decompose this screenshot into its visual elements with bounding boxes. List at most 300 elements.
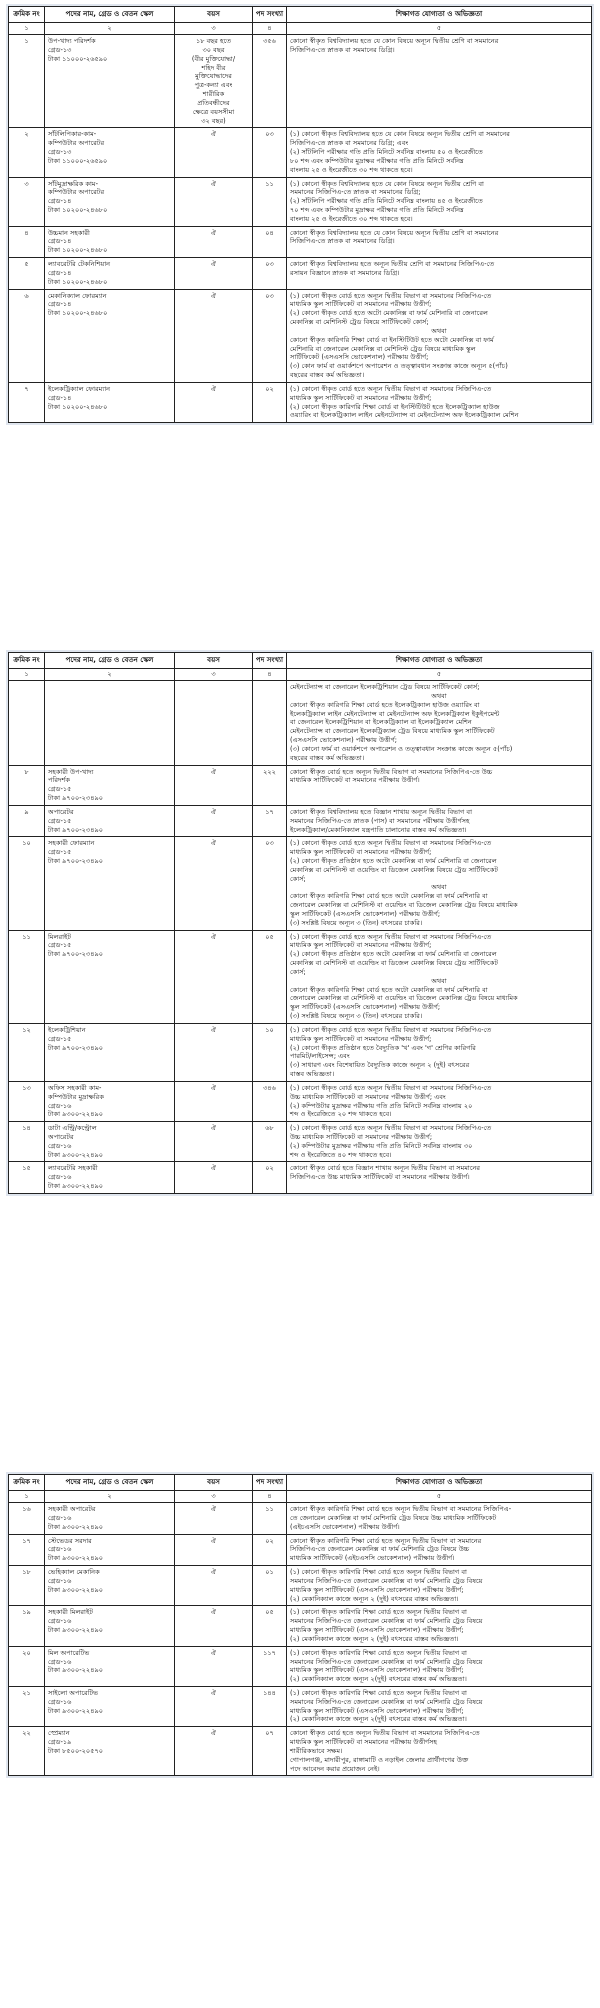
- post-cell: [45, 837, 175, 930]
- qualification-cell: [287, 765, 592, 805]
- qualification-line: মাধ্যমিক স্কুল সার্টিফিকেট বা সমমানের পরীক্ষায় উত্তীর্ণ;: [290, 941, 432, 950]
- post-line: টাকা ৯৩০০-২২৪৯০: [48, 1150, 104, 1159]
- qualification-line: মেকানিক্স বা মেশিনিস্ট বা ওয়েল্ডিং বা ডিজেল মেকানিক্স বিষয়ে ট্রেড সার্টিফিকেট: [290, 865, 498, 874]
- post-cell: [45, 1606, 175, 1646]
- age-line: ঐ: [210, 1648, 217, 1657]
- header-serial: ক্রমিক নং: [9, 1475, 45, 1491]
- qualification-cell: [287, 1727, 592, 1776]
- qualification-line: পদে আবেদন করার প্রয়োজন নেই।: [290, 1764, 380, 1773]
- count-cell: [253, 681, 287, 765]
- qualification-line: (২) কম্পিউটার মুদ্রাক্ষর পরীক্ষায় গতি প্রতি মিনিটে সর্বনিম্ন বাংলায় ২০: [290, 1101, 473, 1110]
- post-line: টাকা ৯৭০০-২৩৪৯০: [48, 1043, 104, 1052]
- qualification-line: মেশিনারি বা জেনারেল মেকানিক্স বা মেশিনিস্ট ট্রেড বিষয়ে মাধ্যমিক স্কুল: [290, 344, 476, 353]
- age-line: ঐ: [210, 1536, 217, 1545]
- age-line: ৩০ বছর: [202, 45, 225, 54]
- post-line: সাইলো অপারেটিভ: [48, 1688, 99, 1697]
- table-row: [9, 1162, 592, 1193]
- count-cell: ০২: [253, 1162, 287, 1193]
- post-line: সহকারী মিলরাইট: [48, 1608, 93, 1617]
- table-header-2: [9, 653, 592, 681]
- qualification-line: কোনো স্বীকৃত কারিগরি শিক্ষা বোর্ড হতে অন্যূন দ্বিতীয় বিভাগ বা সমমানের সিজিপিএ-: [290, 1505, 512, 1514]
- count-cell: ০৫: [253, 1606, 287, 1646]
- count-cell: ০৩: [253, 258, 287, 289]
- age-line: ঐ: [210, 839, 217, 848]
- post-line: টাকা ৯৩০০-২২৪৯০: [48, 1626, 104, 1635]
- column-index: ২: [45, 669, 175, 681]
- qualification-cell: [287, 226, 592, 257]
- qualification-line: (২) কোনো স্বীকৃত বোর্ড হতে অটো মেকানিক্স বা ফার্ম মেশিনারি বা জেনারেল: [290, 309, 488, 318]
- qualification-line: শব্দ ও ইংরেজিতে ২০ শব্দ থাকতে হবে।: [290, 1110, 392, 1119]
- count-cell: ২২২: [253, 765, 287, 805]
- header-qualification: শিক্ষাগত যোগ্যতা ও অভিজ্ঞতা: [287, 1475, 592, 1491]
- header-post: পদের নাম, গ্রেড ও বেতন স্কেল: [45, 7, 175, 23]
- age-line: ১৮ বছর হতে: [195, 37, 232, 46]
- qualification-line: সমমানের সিজিপিএ-তে জেনারেল মেকানিক্স বা ফার্ম মেশিনারি ট্রেড বিষয়ে: [290, 1697, 483, 1706]
- qualification-line: পারমিট/লাইসেন্স; এবং: [290, 1052, 350, 1061]
- table-body-2: [9, 681, 592, 1194]
- qualification-line: (৩) সাধারণ এবং বিশেষায়িত বৈদ্যুতিক কাজে অন্যূন ২ (দুই) বৎসরের: [290, 1061, 470, 1070]
- post-cell: [45, 258, 175, 289]
- age-line: ঐ: [210, 384, 217, 393]
- sheet-2: [8, 652, 592, 1194]
- header-age: বয়স: [175, 1475, 253, 1491]
- qualification-line: তে জেনারেল মেকানিক্স বা ফার্ম মেশিনারি ট্রেড বিষয়ে উচ্চ মাধ্যমিক সার্টিফিকেট: [290, 1513, 497, 1522]
- qualification-line: (১) কোনো স্বীকৃত বোর্ড হতে অন্যূন দ্বিতীয় বিভাগ বা সমমানের সিজিপিএ-তে: [290, 384, 492, 393]
- column-index: ৪: [253, 669, 287, 681]
- qualification-cell: [287, 1646, 592, 1686]
- post-line: গ্রেড-১৯: [48, 1738, 72, 1747]
- serial-cell: ১২: [9, 1023, 45, 1081]
- qualification-line: কোনো স্বীকৃত বিশ্ববিদ্যালয় হতে বিজ্ঞান শাখায় অন্যূন দ্বিতীয় বিভাগ বা: [290, 807, 473, 816]
- serial-cell: ৫: [9, 258, 45, 289]
- column-index-row: [9, 23, 592, 35]
- age-line: প্রতিবন্ধীদের: [197, 98, 230, 107]
- age-cell: [175, 1606, 253, 1646]
- age-cell: [175, 226, 253, 257]
- post-cell: [45, 1023, 175, 1081]
- qualification-line: মেইনটেন্যান্স বা জেনারেল ইলেকট্রিশিয়ান ট্রেড বিষয়ে সার্টিফিকেট কোর্স;: [290, 683, 480, 692]
- qualification-cell: [287, 1606, 592, 1646]
- qualification-line: কোনো স্বীকৃত বোর্ড হতে অন্যূন দ্বিতীয় বিভাগ বা সমমানের সিজিপিএ-তে: [290, 1729, 480, 1738]
- age-cell: [175, 1162, 253, 1193]
- qualification-line: (১) কোনো স্বীকৃত বোর্ড হতে অন্যূন দ্বিতীয় বিভাগ বা সমমানের সিজিপিএ-তে: [290, 932, 492, 941]
- post-line: গ্রেড-১৬: [48, 1657, 72, 1666]
- post-line: টাকা ৯৭০০-২৩৪৯০: [48, 856, 104, 865]
- post-line: টাকা ১০২০০-২৪৬৮০: [48, 309, 108, 318]
- post-line: সাঁটমুদ্রাক্ষরিক কাম-: [48, 179, 98, 188]
- post-cell: [45, 805, 175, 836]
- qualification-line: সার্টিফিকেট (এসএসসি ভোকেশনাল) পরীক্ষায় উত্তীর্ণ;: [290, 353, 429, 362]
- qualification-line: (১) কোনো স্বীকৃত বোর্ড হতে অন্যূন দ্বিতীয় বিভাগ বা সমমানের সিজিপিএ-তে: [290, 1124, 492, 1133]
- post-line: গ্রেড-১৪: [48, 300, 72, 309]
- serial-cell: ৮: [9, 765, 45, 805]
- age-line: ক্ষেত্রে বয়সসীমা: [192, 107, 235, 116]
- serial-cell: ২২: [9, 1727, 45, 1776]
- table-row: [9, 1727, 592, 1776]
- age-cell: [175, 1686, 253, 1726]
- qualification-line: সমমানের সিজিপিএ-তে স্নাতক (পাস) বা সমমানের পরীক্ষায় উত্তীর্ণসহ: [290, 816, 470, 825]
- serial-cell: ১১: [9, 930, 45, 1023]
- qualification-line: মাধ্যমিক স্কুল সার্টিফিকেট বা সমমানের পরীক্ষায় উত্তীর্ণ;: [290, 300, 432, 309]
- age-cell: [175, 1503, 253, 1534]
- qualification-cell: [287, 1566, 592, 1606]
- age-line: ৩২ বছর): [201, 116, 226, 125]
- header-age: বয়স: [175, 7, 253, 23]
- age-cell: [175, 681, 253, 765]
- qualification-cell: [287, 128, 592, 177]
- qualification-line: মাধ্যমিক সার্টিফিকেট বা সমমানের পরীক্ষায় উত্তীর্ণ।: [290, 776, 420, 785]
- qualification-line: (২) কোনো স্বীকৃত প্রতিষ্ঠান হতে অটো মেকানিক্স বা ফার্ম মেশিনারি বা জেনারেল: [290, 856, 497, 865]
- age-line: ঐ: [210, 932, 217, 941]
- post-line: টাকা ১১০০০-২৬৫৯০: [48, 156, 108, 165]
- qualification-line: কোনো স্বীকৃত কারিগরি শিক্ষা বোর্ড হতে অন্যূন দ্বিতীয় বিভাগ বা সমমানের: [290, 1536, 482, 1545]
- qualification-line: মেকানিক্স বা মেশিনিস্ট বা ওয়েল্ডিং বা ডিজেল মেকানিক্স বিষয়ে ট্রেড সার্টিফিকেট: [290, 959, 498, 968]
- qualification-line: বছরের বাস্তব কর্ম অভিজ্ঞতা।: [290, 371, 365, 380]
- post-line: সাঁটলিপিকার-কাম-: [48, 130, 97, 139]
- qualification-line: (৩) কোনো ফার্ম বা ওয়ার্কশপে অপারেশন ও তত্ত্বাবধান সংক্রান্ত কাজে অন্যূন ৫(পাঁচ): [290, 744, 513, 753]
- post-cell: [45, 1727, 175, 1776]
- qualification-line: মাধ্যমিক স্কুল সার্টিফিকেট বা সমমানের পরীক্ষায় উত্তীর্ণ;: [290, 848, 432, 857]
- qualification-cell: [287, 258, 592, 289]
- age-line: শারীরিক: [202, 90, 225, 99]
- qualification-line: (২) কোনো স্বীকৃত প্রতিষ্ঠান হতে অটো মেকানিক্স বা ফার্ম মেশিনারি বা জেনারেল: [290, 950, 497, 959]
- table-row: [9, 226, 592, 257]
- qualification-line: জেনারেল মেকানিক্স বা মেশিনিস্ট বা ওয়েল্ডিং বা ডিজেল মেকানিক্স ট্রেড বিষয়ে মাধ্যমিক: [290, 901, 518, 910]
- header-serial: ক্রমিক নং: [9, 7, 45, 23]
- qualification-line: কোনো স্বীকৃত কারিগরি শিক্ষা বোর্ড হতে অটো মেকানিক্স বা ফার্ম মেশিনারি বা: [290, 892, 488, 901]
- qualification-cell: [287, 930, 592, 1023]
- age-line: ঐ: [210, 1083, 217, 1092]
- serial-cell: [9, 681, 45, 765]
- column-index-row: [9, 669, 592, 681]
- qualification-line: (২) কোনো স্বীকৃত কারিগরি শিক্ষা বোর্ড বা ইনস্টিটিউট হতে ইলেকট্রিক্যাল হাউজ: [290, 402, 500, 411]
- qualification-line: (১) কোনো স্বীকৃত বোর্ড হতে অন্যূন দ্বিতীয় বিভাগ বা সমমানের সিজিপিএ-তে: [290, 839, 492, 848]
- qualification-cell: [287, 35, 592, 128]
- table-row: [9, 805, 592, 836]
- post-line: গ্রেড-১৬: [48, 1576, 72, 1585]
- column-index: ৩: [175, 1491, 253, 1503]
- post-line: গ্রেড-১৬: [48, 1545, 72, 1554]
- count-cell: ১০: [253, 1023, 287, 1081]
- post-line: গ্রেড-১৬: [48, 1173, 72, 1182]
- table-row: [9, 177, 592, 226]
- count-cell: ০৩: [253, 289, 287, 382]
- qualification-line: ৮০ শব্দ এবং কম্পিউটার মুদ্রাক্ষর পরীক্ষার গতি প্রতি মিনিটে সর্বনিম্ন: [290, 156, 464, 165]
- qualification-cell: [287, 177, 592, 226]
- qualification-line: সমমানের সিজিপিএ-তে জেনারেল মেকানিক্স বা ফার্ম মেশিনারি ট্রেড বিষয়ে: [290, 1617, 483, 1626]
- post-line: গ্রেড-১৬: [48, 1513, 72, 1522]
- serial-cell: ৬: [9, 289, 45, 382]
- post-cell: [45, 1686, 175, 1726]
- qualification-line: কোনো স্বীকৃত বোর্ড হতে বিজ্ঞান শাখায় অন্যূন দ্বিতীয় বিভাগ বা সমমানের: [290, 1164, 481, 1173]
- qualification-line: বাস্তব অভিজ্ঞতা।: [290, 1070, 335, 1079]
- post-line: মেকানিক্যাল ফোরম্যান: [48, 291, 107, 300]
- age-cell: [175, 128, 253, 177]
- count-cell: ৩৪৬: [253, 1081, 287, 1121]
- column-index-row: [9, 1491, 592, 1503]
- qualification-cell: [287, 1081, 592, 1121]
- serial-cell: ২০: [9, 1646, 45, 1686]
- table-row: [9, 289, 592, 382]
- qualification-line: সমমানের সিজিপিএ-তে জেনারেল মেকানিক্স বা ফার্ম মেশিনারি ট্রেড বিষয়ে: [290, 1576, 483, 1585]
- post-line: ভেহিক্যাল মেকানিক: [48, 1568, 100, 1577]
- qualification-line: মাধ্যমিক স্কুল সার্টিফিকেট (এসএসসি ভোকেশনাল) পরীক্ষায় উত্তীর্ণ;: [290, 1626, 464, 1635]
- column-index: ১: [9, 669, 45, 681]
- header-row: [9, 1475, 592, 1491]
- age-cell: [175, 258, 253, 289]
- serial-cell: ৪: [9, 226, 45, 257]
- count-cell: ১৪৪: [253, 1686, 287, 1726]
- post-line: কম্পিউটার অপারেটর: [48, 188, 105, 197]
- qualification-line: মাধ্যমিক স্কুল সার্টিফিকেট (এসএসসি ভোকেশনাল) পরীক্ষায় উত্তীর্ণ;: [290, 1585, 464, 1594]
- qualification-line: সিজিপিএ-তে স্নাতক বা সমমানের ডিগ্রি।: [290, 45, 395, 54]
- post-line: টাকা ১০২০০-২৪৬৮০: [48, 246, 108, 255]
- qualification-line: সিজিপিএ-তে উচ্চ মাধ্যমিক সার্টিফিকেট বা সমমানের পরীক্ষায় উত্তীর্ণ।: [290, 1173, 470, 1182]
- header-serial: ক্রমিক নং: [9, 653, 45, 669]
- post-cell: [45, 1503, 175, 1534]
- column-index: ৫: [287, 23, 592, 35]
- post-line: সহকারী উপ-খাদ্য: [48, 767, 94, 776]
- count-cell: ১১৭: [253, 1646, 287, 1686]
- qualification-line: (২) মেকানিক্যাল কাজে অন্যূন ২(দুই) বৎসরের বাস্তব কর্ম অভিজ্ঞতা।: [290, 1715, 467, 1724]
- count-cell: ০৩: [253, 837, 287, 930]
- post-line: অপারেটর: [48, 807, 74, 816]
- post-line: ল্যাবরেটরি টেকনিশিয়ান: [48, 260, 111, 269]
- table-row: [9, 1606, 592, 1646]
- post-line: উপ-খাদ্য পরিদর্শক: [48, 37, 96, 46]
- qualification-line: উচ্চ মাধ্যমিক সার্টিফিকেট বা সমমানের পরীক্ষায় উত্তীর্ণ; এবং: [290, 1092, 446, 1101]
- age-line: ঐ: [210, 767, 217, 776]
- table-row: [9, 1534, 592, 1565]
- age-line: ঐ: [210, 1608, 217, 1617]
- qualification-line: মেইনটেন্যান্স বা জেনারেল ইলেকট্রিক্যাল ট্রেড বিষয়ে মাধ্যমিক স্কুল সার্টিফিকেট: [290, 727, 495, 736]
- qualification-cell: [287, 805, 592, 836]
- age-line: ঐ: [210, 1568, 217, 1577]
- table-row: [9, 1686, 592, 1726]
- column-index: ৪: [253, 1491, 287, 1503]
- header-count: পদ সংখ্যা: [253, 653, 287, 669]
- count-cell: ৬৮: [253, 1122, 287, 1162]
- qualification-line: স্কুল সার্টিফিকেট (এসএসসি ভোকেশনাল) পরীক্ষায় উত্তীর্ণ;: [290, 1003, 441, 1012]
- sheet-1: [8, 6, 592, 423]
- table-row: [9, 1503, 592, 1534]
- qualification-line: সিজিপিএ-তে স্নাতক বা সমমানের ডিগ্রি; এবং: [290, 139, 409, 148]
- table-body-1: [9, 35, 592, 423]
- header-qualification: শিক্ষাগত যোগ্যতা ও অভিজ্ঞতা: [287, 7, 592, 23]
- post-line: টাকা ৯৩০০-২২৪৯০: [48, 1554, 104, 1563]
- column-index: ৩: [175, 669, 253, 681]
- table-row: [9, 1646, 592, 1686]
- qualification-cell: [287, 382, 592, 422]
- post-line: ডাটা এন্ট্রি/কন্ট্রোল: [48, 1124, 97, 1133]
- qualification-cell: [287, 681, 592, 765]
- qualification-cell: [287, 289, 592, 382]
- post-cell: [45, 382, 175, 422]
- count-cell: ০১: [253, 1566, 287, 1606]
- age-line: ঐ: [210, 260, 217, 269]
- post-cell: [45, 177, 175, 226]
- qualification-line: কোনো স্বীকৃত বিশ্ববিদ্যালয় হতে যে কোন বিষয়ে অন্যূন দ্বিতীয় শ্রেণি বা সমমানের: [290, 37, 499, 46]
- serial-cell: ১৫: [9, 1162, 45, 1193]
- age-line: পুত্র-কন্যা এবং: [194, 81, 233, 90]
- post-line: টাকা ৯৩০০-২২৪৯০: [48, 1706, 104, 1715]
- post-cell: [45, 1081, 175, 1121]
- post-line: মিলরাইট: [48, 932, 72, 941]
- serial-cell: ৯: [9, 805, 45, 836]
- count-cell: ০৪: [253, 226, 287, 257]
- qualification-line: সিজিপিএ-তে স্নাতক বা সমমানের ডিগ্রি।: [290, 237, 395, 246]
- age-line: ঐ: [210, 228, 217, 237]
- age-cell: [175, 1727, 253, 1776]
- qualification-line: কোনো স্বীকৃত বিশ্ববিদ্যালয় হতে যে কোন বিষয়ে অন্যূন দ্বিতীয় শ্রেণি বা সমমানের: [290, 228, 499, 237]
- age-line: (বীর মুক্তিযোদ্ধা/: [191, 54, 236, 63]
- qualification-line: (৩) সংশ্লিষ্ট বিষয়ে অন্যূন ৩ (তিন) বৎসরের চাকরি।: [290, 1012, 423, 1021]
- qualification-line: গোপালগঞ্জ, মাদারীপুর, রাঙ্গামাটি ও নড়াইল জেলার প্রার্থীগণের উক্ত: [290, 1755, 469, 1764]
- qualification-line: মাধ্যমিক স্কুল সার্টিফিকেট (এসএসসি ভোকেশনাল) পরীক্ষায় উত্তীর্ণ;: [290, 1706, 464, 1715]
- header-row: [9, 653, 592, 669]
- qualification-line: ইলেকট্রিক্যাল লাইন মেইনটেন্যান্স বা মেইনটেন্যান্স অফ ইলেকট্রিক্যাল ইকুইপমেন্ট: [290, 709, 500, 718]
- serial-cell: ৭: [9, 382, 45, 422]
- qualification-cell: [287, 1686, 592, 1726]
- qualification-line: (১) কোনো স্বীকৃত বিশ্ববিদ্যালয় হতে যে কোন বিষয়ে অন্যূন দ্বিতীয় শ্রেণি বা: [290, 179, 484, 188]
- qualification-line: (২) সাঁটলিপি পরীক্ষার গতি প্রতি মিনিটে সর্বনিম্ন বাংলায় ৫০ ও ইংরেজীতে: [290, 148, 483, 157]
- table-body-3: [9, 1503, 592, 1776]
- qualification-cell: [287, 1534, 592, 1565]
- qualification-cell: [287, 1023, 592, 1081]
- post-line: স্প্রেম্যান: [48, 1729, 70, 1738]
- post-cell: [45, 681, 175, 765]
- table-row: [9, 837, 592, 930]
- serial-cell: ১০: [9, 837, 45, 930]
- post-cell: [45, 765, 175, 805]
- qualification-line: বাংলায় ২৫ ও ইংরেজীতে ৩০ শব্দ থাকতে হবে।: [290, 214, 413, 223]
- age-cell: [175, 1566, 253, 1606]
- post-line: গ্রেড-১৬: [48, 1697, 72, 1706]
- count-cell: ০২: [253, 1534, 287, 1565]
- qualification-line: কোর্স;: [290, 874, 306, 883]
- requirements-table-3: [8, 1474, 592, 1776]
- serial-cell: ১৮: [9, 1566, 45, 1606]
- header-qualification: শিক্ষাগত যোগ্যতা ও অভিজ্ঞতা: [287, 653, 592, 669]
- age-line: ঐ: [210, 291, 217, 300]
- qualification-line: সমমানের সিজিপিএ-তে স্নাতক বা সমমানের ডিগ্রি;: [290, 188, 421, 197]
- post-line: সহকারী ফোরম্যান: [48, 839, 95, 848]
- serial-cell: ২: [9, 128, 45, 177]
- qualification-line: শারীরিকভাবে সক্ষম।: [290, 1746, 343, 1755]
- count-cell: ০২: [253, 382, 287, 422]
- qualification-line: (১) কোনো স্বীকৃত কারিগরি শিক্ষা বোর্ড হতে অন্যূন দ্বিতীয় বিভাগ বা: [290, 1688, 467, 1697]
- post-line: টাকা ৯৭০০-২৩৪৯০: [48, 950, 104, 959]
- count-cell: ০৩: [253, 128, 287, 177]
- post-line: টাকা ১০২০০-২৪৬৮০: [48, 402, 108, 411]
- table-header-1: [9, 7, 592, 35]
- post-line: অপারেটর: [48, 1133, 74, 1141]
- post-line: গ্রেড-১৫: [48, 816, 72, 825]
- age-line: মুক্তিযোদ্ধাদের: [195, 72, 232, 81]
- age-line: ঐ: [210, 1025, 217, 1034]
- count-cell: ০৫: [253, 930, 287, 1023]
- post-cell: [45, 289, 175, 382]
- post-cell: [45, 1534, 175, 1565]
- qualification-line: বাংলায় ২৫ ও ইংরেজীতে ৩০ শব্দ থাকতে হবে।: [290, 165, 413, 174]
- count-cell: ৩৫৬: [253, 35, 287, 128]
- qualification-line: উচ্চ মাধ্যমিক সার্টিফিকেট বা সমমানের পরীক্ষায় উত্তীর্ণ;: [290, 1133, 433, 1141]
- qualification-line: কোর্স;: [290, 967, 306, 976]
- column-index: ১: [9, 23, 45, 35]
- qualification-line: অথবা: [431, 691, 447, 700]
- serial-cell: ১৯: [9, 1606, 45, 1646]
- column-index: ৩: [175, 23, 253, 35]
- qualification-line: (২) মেকানিক্যাল কাজে অন্যূন ২ (দুই) বৎসরের বাস্তব অভিজ্ঞতা।: [290, 1634, 459, 1643]
- serial-cell: ১৩: [9, 1081, 45, 1121]
- post-cell: [45, 1162, 175, 1193]
- qualification-line: (৩) কোন ফার্ম বা ওয়ার্কশপে অপারেশন ও তত্ত্বাবধান সংক্রান্ত কাজে অন্যূন ৫(পাঁচ): [290, 362, 508, 371]
- column-index: ৫: [287, 669, 592, 681]
- post-line: ইলেকট্রিক্যাল ফোরম্যান: [48, 384, 111, 393]
- table-row: [9, 35, 592, 128]
- header-count: পদ সংখ্যা: [253, 1475, 287, 1491]
- table-row: [9, 1023, 592, 1081]
- age-line: ঐ: [210, 179, 217, 188]
- post-line: টাকা ৯৩০০-২২৪৯০: [48, 1585, 104, 1594]
- age-line: শহিদ বীর: [201, 63, 226, 72]
- post-cell: [45, 1646, 175, 1686]
- post-line: স্টেভেডর সরদার: [48, 1536, 92, 1545]
- table-header-3: [9, 1475, 592, 1503]
- age-line: ঐ: [210, 807, 217, 816]
- post-line: কম্পিউটার অপারেটর: [48, 139, 105, 148]
- count-cell: ০৭: [253, 1727, 287, 1776]
- qualification-line: কোনো স্বীকৃত বোর্ড হতে অন্যূন দ্বিতীয় বিভাগ বা সমমানের সিজিপিএ-তে উচ্চ: [290, 767, 493, 776]
- header-post: পদের নাম, গ্রেড ও বেতন স্কেল: [45, 1475, 175, 1491]
- post-line: গ্রেড-১৫: [48, 1034, 72, 1043]
- column-index: ১: [9, 1491, 45, 1503]
- age-cell: [175, 177, 253, 226]
- age-cell: [175, 1646, 253, 1686]
- qualification-line: কোনো স্বীকৃত কারিগরি শিক্ষা বোর্ড বা ইনস্টিটিউট হতে অটো মেকানিক্স বা ফার্ম: [290, 335, 494, 344]
- age-cell: [175, 35, 253, 128]
- qualification-line: কোনো স্বীকৃত বিশ্ববিদ্যালয় হতে অন্যূন দ্বিতীয় শ্রেণি বা সমমানের সিজিপিএ-তে: [290, 260, 495, 269]
- post-cell: [45, 226, 175, 257]
- qualification-line: মাধ্যমিক স্কুল সার্টিফিকেট বা সমমানের পরীক্ষায় উত্তীর্ণসহ: [290, 1738, 437, 1747]
- qualification-line: (২) কোনো স্বীকৃত প্রতিষ্ঠান হতে বৈদ্যুতিক 'খ' এবং 'গ' শ্রেণির কারিগরি: [290, 1043, 476, 1052]
- post-line: টাকা ৯৩০০-২২৪৯০: [48, 1522, 104, 1531]
- age-line: ঐ: [210, 1124, 217, 1133]
- table-row: [9, 681, 592, 765]
- age-line: ঐ: [210, 1505, 217, 1514]
- post-line: কম্পিউটার মুদ্রাক্ষরিক: [48, 1092, 104, 1101]
- post-line: গ্রেড-১৬: [48, 1141, 72, 1150]
- qualification-line: কোনো স্বীকৃত কারিগরি শিক্ষা বোর্ড হতে অটো মেকানিক্স বা ফার্ম মেশিনারি বা: [290, 985, 488, 994]
- post-line: টাকা ৯৩০০-২২৪৯০: [48, 1182, 104, 1191]
- post-line: মিল অপারেটিভ: [48, 1648, 90, 1657]
- post-line: গ্রেড-১৫: [48, 848, 72, 857]
- post-line: টাকা ৯৭০০-২৩৪৯০: [48, 794, 104, 803]
- table-row: [9, 258, 592, 289]
- serial-cell: ১৬: [9, 1503, 45, 1534]
- serial-cell: ২১: [9, 1686, 45, 1726]
- column-index: ৪: [253, 23, 287, 35]
- qualification-line: (৩) সংশ্লিষ্ট বিষয়ে অন্যূন ৩ (তিন) বৎসরের চাকরি।: [290, 918, 423, 927]
- serial-cell: ৩: [9, 177, 45, 226]
- qualification-line: জেনারেল মেকানিক্স বা মেশিনিস্ট বা ওয়েল্ডিং বা ডিজেল মেকানিক্স ট্রেড বিষয়ে মাধ্যমিক: [290, 994, 518, 1003]
- column-index: ২: [45, 23, 175, 35]
- qualification-line: (১) কোনো স্বীকৃত বোর্ড হতে অন্যূন দ্বিতীয় বিভাগ বা সমমানের সিজিপিএ-তে: [290, 1025, 492, 1034]
- serial-cell: ১৪: [9, 1122, 45, 1162]
- qualification-line: মাধ্যমিক স্কুল সার্টিফিকেট বা সমমানের পরীক্ষায় উত্তীর্ণ;: [290, 1034, 432, 1043]
- sheet-3: [8, 1474, 592, 1776]
- age-cell: [175, 765, 253, 805]
